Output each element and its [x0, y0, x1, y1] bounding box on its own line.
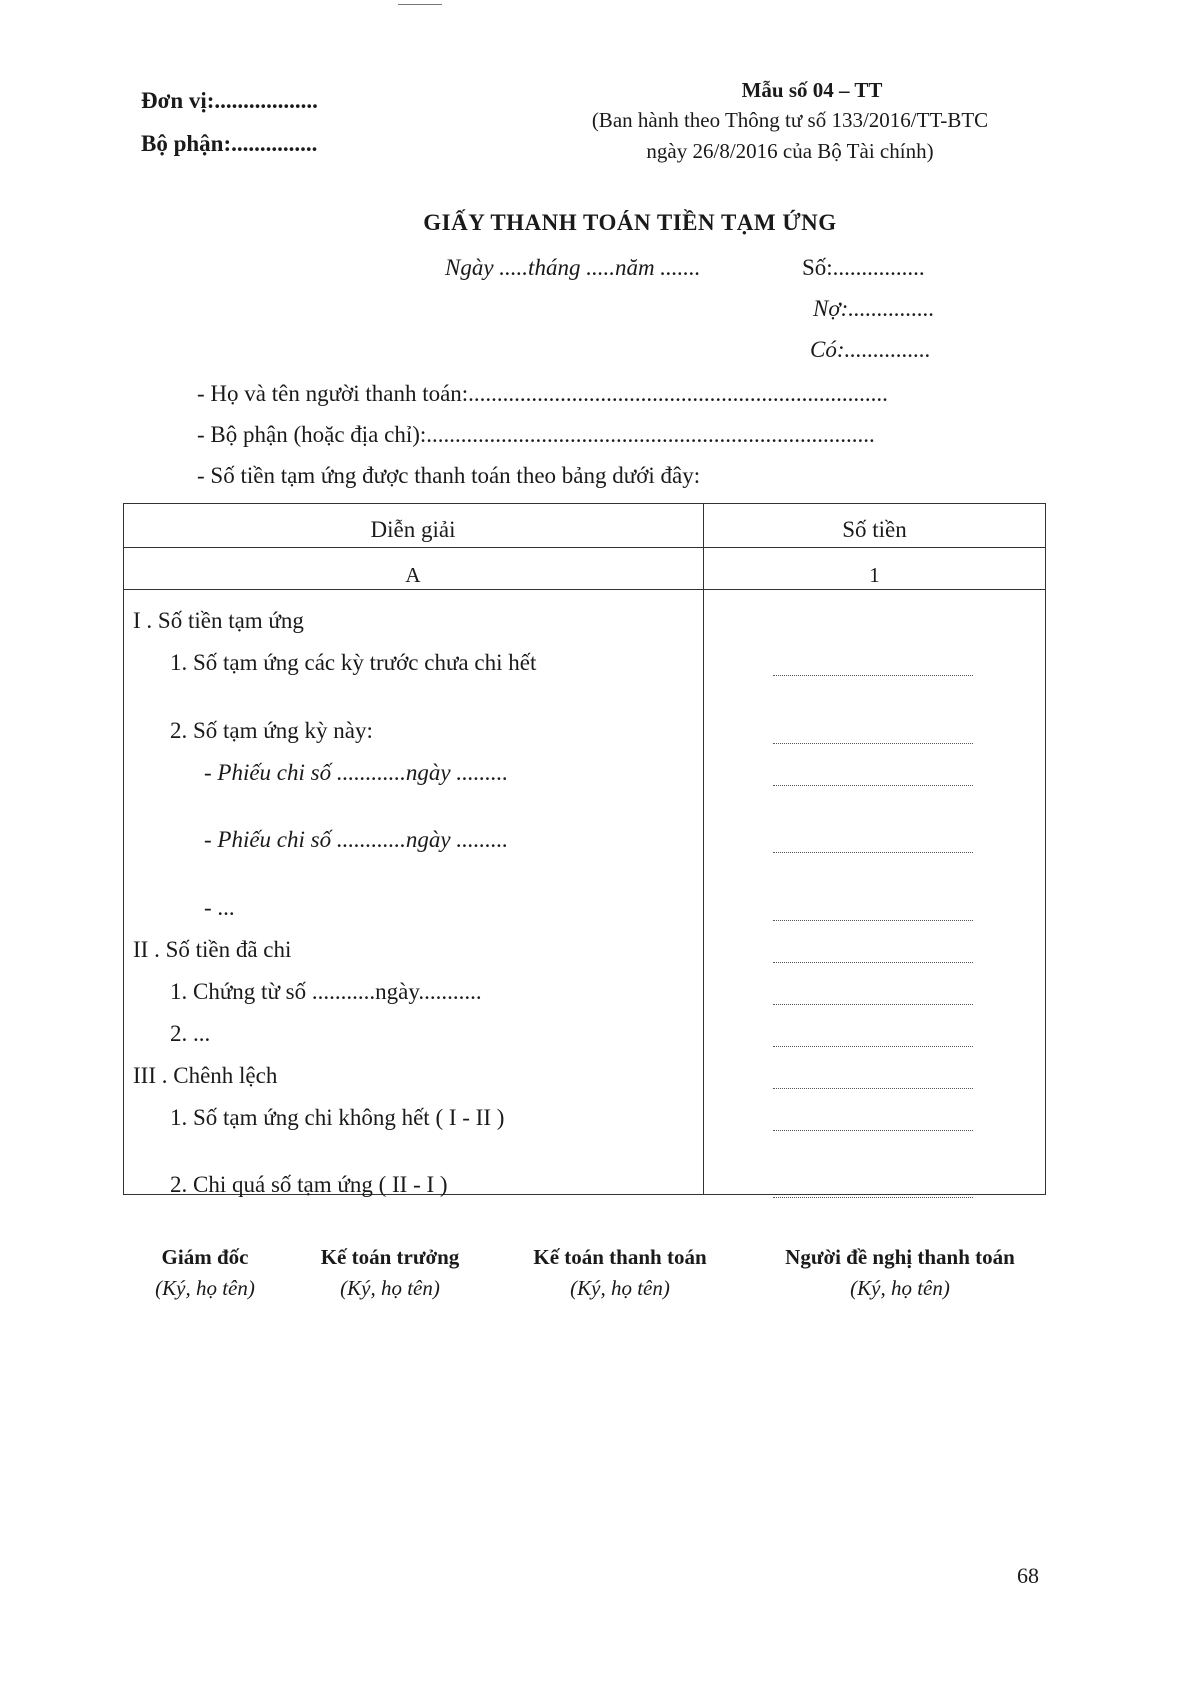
unit-label: Đơn vị:.................. — [141, 88, 318, 113]
department-label: Bộ phận:............... — [141, 131, 318, 156]
table-row-label: III . Chênh lệch — [133, 1063, 278, 1088]
issued-by-line-2: ngày 26/8/2016 của Bộ Tài chính) — [646, 139, 934, 163]
table-row-label: - Phiếu chi số ............ngày ......... — [204, 827, 509, 852]
table-row-label: 1. Chứng từ số ...........ngày........... — [170, 979, 482, 1004]
signature-note: (Ký, họ tên) — [340, 1276, 440, 1300]
table-row-label: - ... — [204, 895, 235, 920]
signature-column — [300, 1245, 480, 1301]
amount-dotted-line — [773, 919, 973, 921]
table-row-label: I . Số tiền tạm ứng — [133, 608, 304, 633]
amount-dotted-line — [773, 1003, 973, 1005]
debit-account: Nợ:............... — [813, 296, 935, 321]
amount-dotted-line — [773, 1087, 973, 1089]
signature-note: (Ký, họ tên) — [155, 1276, 255, 1300]
table-row-label: 1. Số tạm ứng các kỳ trước chưa chi hết — [170, 650, 537, 675]
date-line: Ngày .....tháng .....năm ....... — [445, 255, 701, 280]
table-intro: - Số tiền tạm ứng được thanh toán theo bảng dưới đây: — [197, 463, 701, 488]
amount-dotted-line — [773, 851, 973, 853]
form-number: Mẫu số 04 – TT — [741, 78, 883, 102]
document-title: GIẤY THANH TOÁN TIỀN TẠM ỨNG — [423, 210, 837, 235]
signature-column — [510, 1245, 730, 1301]
amount-dotted-line — [773, 1196, 973, 1198]
table-subheader-divider — [123, 589, 1046, 590]
amount-dotted-line — [773, 784, 973, 786]
table-row-label: 2. ... — [170, 1021, 211, 1046]
credit-account: Có:............... — [810, 337, 931, 362]
header-col-1: 1 — [869, 563, 880, 587]
scan-mark — [398, 4, 442, 5]
issued-by-line-1: (Ban hành theo Thông tư số 133/2016/TT-BTC — [591, 108, 989, 132]
table-header-divider — [123, 547, 1046, 548]
signature-title: Kế toán thanh toán — [533, 1245, 707, 1269]
table-row-label: - Phiếu chi số ............ngày ......... — [204, 760, 509, 785]
header-amount: Số tiền — [842, 517, 907, 542]
signature-title: Giám đốc — [161, 1245, 249, 1269]
page-number: 68 — [1017, 1563, 1039, 1588]
signature-note: (Ký, họ tên) — [850, 1276, 950, 1300]
table-row-label: 1. Số tạm ứng chi không hết ( I - II ) — [170, 1105, 505, 1130]
signature-column — [130, 1245, 280, 1301]
signature-note: (Ký, họ tên) — [570, 1276, 670, 1300]
table-column-divider — [703, 503, 704, 1195]
payer-name-field: - Họ và tên người thanh toán:......................................................................... — [197, 381, 888, 406]
signature-column — [755, 1245, 1045, 1301]
document-number: Số:................ — [802, 255, 925, 280]
header-description: Diễn giải — [370, 517, 456, 542]
amount-dotted-line — [773, 1129, 973, 1131]
table-row-label: 2. Chi quá số tạm ứng ( II - I ) — [170, 1172, 448, 1197]
department-address-field: - Bộ phận (hoặc địa chỉ):.............................................................................. — [197, 422, 875, 447]
signature-title: Kế toán trưởng — [320, 1245, 460, 1269]
header-col-a: A — [405, 563, 421, 587]
table-row-label: II . Số tiền đã chi — [133, 937, 292, 962]
amount-dotted-line — [773, 961, 973, 963]
amount-dotted-line — [773, 1045, 973, 1047]
signature-title: Người đề nghị thanh toán — [785, 1245, 1015, 1269]
table-row-label: 2. Số tạm ứng kỳ này: — [170, 718, 373, 743]
amount-dotted-line — [773, 742, 973, 744]
amount-dotted-line — [773, 674, 973, 676]
